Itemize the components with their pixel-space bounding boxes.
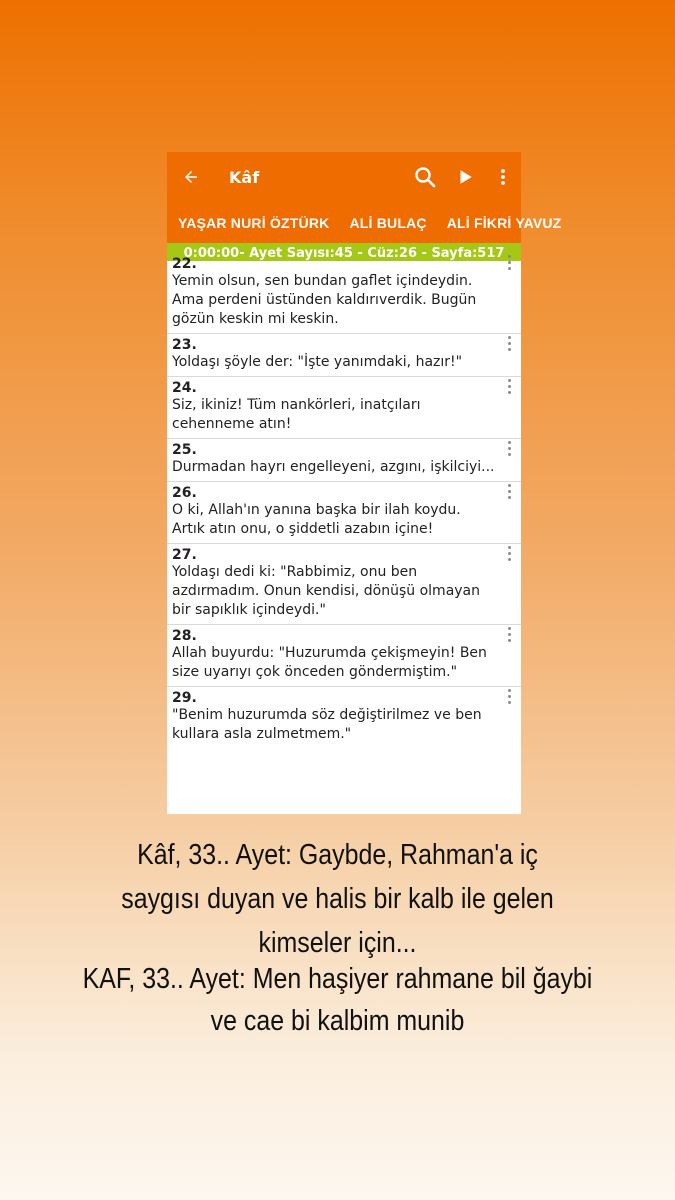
- status-bar: 0:00:00- Ayet Sayısı:45 - Cüz:26 - Sayfa:517: [167, 243, 521, 261]
- more-vert-icon[interactable]: [505, 441, 513, 459]
- verse-number: 26.: [172, 485, 197, 501]
- verse-text: Durmadan hayrı engelleyeni, azgını, işkilciyi...: [172, 459, 495, 475]
- caption-line-2: saygısı duyan ve halis bir kalb ile gelen: [121, 883, 554, 915]
- search-button[interactable]: [405, 152, 445, 202]
- verse-number: 23.: [172, 337, 197, 353]
- list-item[interactable]: [167, 625, 521, 687]
- play-icon: [456, 168, 474, 186]
- verse-text: Yemin olsun, sen bundan gaflet içindeydin. Ama perdeni üstünden kaldırıverdik. Bugün gözün keskin mi keskin.: [172, 273, 477, 327]
- list-item[interactable]: [167, 334, 521, 377]
- more-vert-icon[interactable]: [505, 255, 513, 273]
- list-item[interactable]: [167, 253, 521, 334]
- arrow-left-icon: [182, 168, 200, 186]
- more-vert-icon[interactable]: [505, 484, 513, 502]
- verse-number: 28.: [172, 628, 197, 644]
- verse-text: Yoldaşı dedi ki: "Rabbimiz, onu ben azdırmadım. Onun kendisi, dönüşü olmayan bir sapıklık içindeydi.": [172, 564, 481, 618]
- list-item[interactable]: [167, 482, 521, 544]
- verse-text: Allah buyurdu: "Huzurumda çekişmeyin! Ben size uyarıyı çok önceden göndermiştim.": [172, 645, 487, 680]
- more-vert-icon[interactable]: [505, 379, 513, 397]
- verse-text: "Benim huzurumda söz değiştirilmez ve ben kullara asla zulmetmem.": [172, 707, 482, 742]
- list-item[interactable]: [167, 687, 521, 748]
- verse-list[interactable]: [167, 253, 521, 748]
- more-vert-icon[interactable]: [505, 336, 513, 354]
- search-icon: [413, 165, 437, 189]
- tab-ali-bulac[interactable]: ALİ BULAÇ: [349, 214, 427, 231]
- more-vert-icon[interactable]: [505, 689, 513, 707]
- tab-ali-fikri-yavuz[interactable]: ALİ FİKRİ YAVUZ: [446, 214, 562, 231]
- caption-line-1: Kâf, 33.. Ayet: Gaybde, Rahman'a iç: [137, 839, 538, 871]
- list-item[interactable]: [167, 377, 521, 439]
- list-item[interactable]: [167, 439, 521, 482]
- app-screen: [167, 152, 562, 814]
- more-vert-icon[interactable]: [505, 627, 513, 645]
- back-button[interactable]: [167, 152, 215, 202]
- verse-text: Siz, ikiniz! Tüm nankörleri, inatçıları cehenneme atın!: [172, 397, 421, 432]
- play-button[interactable]: [445, 152, 485, 202]
- more-vert-icon: [500, 168, 506, 186]
- verse-number: 27.: [172, 547, 197, 563]
- page-title: Kâf: [229, 167, 260, 187]
- app-bar: [167, 152, 521, 202]
- caption-line-3: kimseler için...: [258, 927, 417, 959]
- translator-tabs: [167, 202, 562, 243]
- verse-number: 25.: [172, 442, 197, 458]
- caption-line-5: ve cae bi kalbim munib: [210, 1005, 465, 1037]
- verse-number: 22.: [172, 256, 197, 272]
- verse-text: Yoldaşı şöyle der: "İşte yanımdaki, hazır!": [172, 354, 463, 370]
- overflow-menu-button[interactable]: [485, 152, 521, 202]
- tab-yasar-nuri-ozturk[interactable]: YAŞAR NURİ ÖZTÜRK: [178, 214, 330, 231]
- caption-line-4: KAF, 33.. Ayet: Men haşiyer rahmane bil ğaybi: [82, 963, 593, 995]
- list-item[interactable]: [167, 544, 521, 625]
- verse-number: 29.: [172, 690, 197, 706]
- verse-number: 24.: [172, 380, 197, 396]
- verse-text: O ki, Allah'ın yanına başka bir ilah koydu. Artık atın onu, o şiddetli azabın içine!: [172, 502, 461, 537]
- more-vert-icon[interactable]: [505, 546, 513, 564]
